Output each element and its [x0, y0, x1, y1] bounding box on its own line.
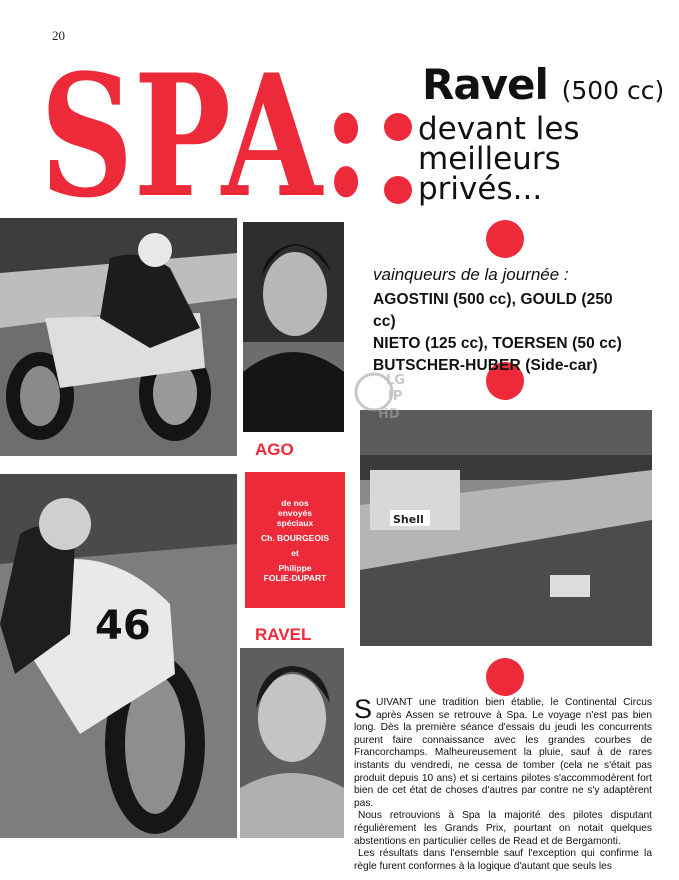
- caption-ago: AGO: [255, 440, 294, 459]
- reporters-line: de nos: [281, 497, 309, 508]
- shell-sign: Shell: [393, 513, 424, 526]
- photo-spa-circuit: [360, 410, 652, 646]
- caption-ravel: RAVEL: [255, 625, 312, 644]
- headline-line: privés...: [418, 171, 543, 207]
- reporter-name: Philippe: [278, 562, 312, 573]
- article-body: [354, 694, 652, 873]
- bike-number: 46: [95, 603, 151, 649]
- reporters-line: spéciaux: [276, 517, 314, 528]
- winner-line: BUTSCHER-HUBER (Side-car): [373, 357, 598, 374]
- spa-logo-text: SPA:: [40, 55, 370, 205]
- headline-line: devant les: [418, 111, 580, 147]
- bullet-icon: [486, 220, 524, 258]
- article-paragraph: Nous retrouvions à Spa la majorité des pilotes disputant régulièrement les Grands Prix, pourtant on notait quelques abstentions en particulier celles de Read et de Bergamonti.: [354, 810, 652, 847]
- headline-subtitle: [418, 111, 580, 207]
- headline: [422, 62, 664, 114]
- winner-line: NIETO (125 cc), TOERSEN (50 cc): [373, 335, 622, 352]
- reporter-name: Ch. BOURGEOIS: [260, 532, 329, 543]
- photo-ravel-portrait: [240, 648, 344, 838]
- spa-logo: [40, 55, 375, 205]
- article-paragraph: UIVANT une tradition bien établie, le Continental Circus après Assen se retrouve à Spa. Le voyage n'est pas bien long. Dès la première séance d'essais du jeudi les concurrents purent faire connaissance avec les grandes courbes de Francorchamps. Malheureusement la pluie, sauf à de rares instants du vendredi, ne cessa de tomber (cela ne s'était pas produit depuis 10 ans) et si certains pilotes s'accommodèrent fort bien de cet état de choses d'autres par contre ne s'y adaptèrent pas.: [354, 697, 652, 809]
- bullet-icon: [486, 658, 524, 696]
- winners-block: [373, 265, 638, 377]
- photo-agostini-riding: [0, 218, 237, 456]
- photo-ravel-riding: [0, 474, 237, 838]
- page-number: 20: [52, 28, 65, 43]
- article-paragraph: Les résultats dans l'ensemble sauf l'exception qui confirme la règle furent conformes à la logique d'autant que seuls les: [354, 848, 652, 872]
- headline-class: (500 cc): [561, 76, 665, 105]
- reporters-and: et: [291, 547, 299, 558]
- headline-name: Ravel: [422, 60, 548, 109]
- winners-intro: vainqueurs de la journée :: [373, 265, 569, 284]
- bullet-icon: [384, 113, 412, 141]
- reporters-line: envoyés: [277, 507, 313, 518]
- svg-text:JP: JP: [388, 389, 403, 404]
- winner-line: AGOSTINI (500 cc), GOULD (250 cc): [373, 291, 613, 330]
- reporter-name: FOLIE-DUPART: [263, 572, 327, 583]
- reporters-box: [245, 472, 345, 608]
- svg-text:LG: LG: [386, 373, 405, 388]
- bullet-icon: [384, 176, 412, 204]
- photo-ago-portrait: [243, 222, 344, 432]
- headline-line: meilleurs: [418, 141, 561, 177]
- svg-text:HD: HD: [378, 407, 400, 422]
- drop-cap: S: [354, 694, 373, 724]
